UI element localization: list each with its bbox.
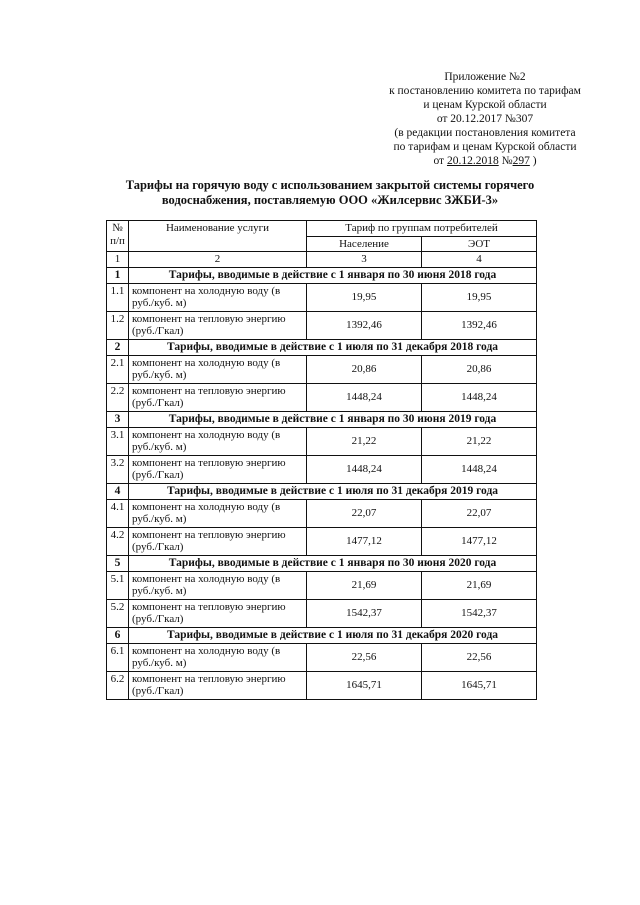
period-number: 5 (107, 555, 129, 571)
table-row (107, 455, 537, 483)
item-name: компонент на холодную воду (в руб./куб. м) (129, 643, 307, 671)
item-number: 6.2 (107, 671, 129, 699)
period-row (107, 339, 537, 355)
period-title: Тарифы, вводимые в действие с 1 июля по 31 декабря 2019 года (129, 483, 537, 499)
period-title: Тарифы, вводимые в действие с 1 июля по 31 декабря 2018 года (129, 339, 537, 355)
eot-tariff: 1448,24 (422, 455, 537, 483)
document-title (90, 178, 570, 208)
closing-paren: ) (529, 155, 537, 167)
population-tariff: 1448,24 (307, 455, 422, 483)
table-row (107, 311, 537, 339)
column-header-service: Наименование услуги (129, 221, 307, 252)
table-row (107, 499, 537, 527)
table-row (107, 671, 537, 699)
column-number: 2 (129, 252, 307, 268)
eot-tariff: 1448,24 (422, 383, 537, 411)
period-row (107, 411, 537, 427)
eot-tariff: 1542,37 (422, 599, 537, 627)
item-name: компонент на тепловую энергию (руб./Гкал) (129, 311, 307, 339)
eot-tariff: 20,86 (422, 355, 537, 383)
period-title: Тарифы, вводимые в действие с 1 января по 30 июня 2020 года (129, 555, 537, 571)
item-number: 2.2 (107, 383, 129, 411)
column-numbering-row (107, 252, 537, 268)
population-tariff: 1448,24 (307, 383, 422, 411)
eot-tariff: 22,56 (422, 643, 537, 671)
table-row (107, 643, 537, 671)
column-header-population: Население (307, 236, 422, 252)
table-row (107, 283, 537, 311)
appendix-label: Приложение №2 (444, 71, 526, 83)
eot-tariff: 19,95 (422, 283, 537, 311)
item-number: 6.1 (107, 643, 129, 671)
table-row (107, 527, 537, 555)
item-number: 5.1 (107, 571, 129, 599)
population-tariff: 1392,46 (307, 311, 422, 339)
item-name: компонент на холодную воду (в руб./куб. м) (129, 571, 307, 599)
item-number: 3.1 (107, 427, 129, 455)
population-tariff: 22,56 (307, 643, 422, 671)
item-name: компонент на холодную воду (в руб./куб. м) (129, 427, 307, 455)
item-name: компонент на холодную воду (в руб./куб. м) (129, 283, 307, 311)
period-title: Тарифы, вводимые в действие с 1 января по 30 июня 2018 года (129, 267, 537, 283)
item-number: 5.2 (107, 599, 129, 627)
population-tariff: 21,22 (307, 427, 422, 455)
column-number: 1 (107, 252, 129, 268)
population-tariff: 22,07 (307, 499, 422, 527)
item-name: компонент на тепловую энергию (руб./Гкал) (129, 527, 307, 555)
eot-tariff: 21,69 (422, 571, 537, 599)
table-row (107, 571, 537, 599)
item-number: 4.1 (107, 499, 129, 527)
period-number: 2 (107, 339, 129, 355)
item-number: 3.2 (107, 455, 129, 483)
item-name: компонент на тепловую энергию (руб./Гкал) (129, 599, 307, 627)
table-row (107, 355, 537, 383)
eot-tariff: 1645,71 (422, 671, 537, 699)
item-name: компонент на холодную воду (в руб./куб. м) (129, 355, 307, 383)
tariffs-table (106, 220, 537, 700)
appendix-header (360, 70, 610, 168)
eot-tariff: 22,07 (422, 499, 537, 527)
resolution-ref-line: к постановлению комитета по тарифам (389, 85, 581, 97)
eot-tariff: 21,22 (422, 427, 537, 455)
column-number: 3 (307, 252, 422, 268)
column-number: 4 (422, 252, 537, 268)
item-name: компонент на тепловую энергию (руб./Гкал) (129, 455, 307, 483)
period-number: 4 (107, 483, 129, 499)
eot-tariff: 1477,12 (422, 527, 537, 555)
column-header-number: № п/п (107, 221, 129, 252)
number-prefix: № (498, 155, 513, 167)
amendment-number: 297 (512, 155, 530, 167)
title-line: Тарифы на горячую воду с использованием закрытой системы горячего (125, 178, 535, 192)
resolution-date-line: от 20.12.2017 №307 (436, 113, 534, 125)
period-row (107, 555, 537, 571)
item-name: компонент на тепловую энергию (руб./Гкал) (129, 671, 307, 699)
item-number: 1.1 (107, 283, 129, 311)
column-header-tariff-groups: Тариф по группам потребителей (307, 221, 537, 237)
column-header-eot: ЭОТ (422, 236, 537, 252)
population-tariff: 20,86 (307, 355, 422, 383)
period-number: 6 (107, 627, 129, 643)
amendment-date: 20.12.2018 (446, 155, 499, 167)
item-number: 2.1 (107, 355, 129, 383)
date-prefix: от (433, 155, 447, 167)
population-tariff: 1477,12 (307, 527, 422, 555)
amendment-line: (в редакции постановления комитета (394, 127, 576, 139)
population-tariff: 1645,71 (307, 671, 422, 699)
amendment-line: по тарифам и ценам Курской области (393, 141, 577, 153)
title-line: водоснабжения, поставляемую ООО «Жилсервис ЗЖБИ-3» (161, 193, 499, 207)
period-title: Тарифы, вводимые в действие с 1 июля по 31 декабря 2020 года (129, 627, 537, 643)
table-row (107, 427, 537, 455)
resolution-ref-line: и ценам Курской области (423, 99, 547, 111)
item-number: 1.2 (107, 311, 129, 339)
period-number: 1 (107, 267, 129, 283)
item-name: компонент на тепловую энергию (руб./Гкал) (129, 383, 307, 411)
table-row (107, 599, 537, 627)
period-number: 3 (107, 411, 129, 427)
population-tariff: 19,95 (307, 283, 422, 311)
population-tariff: 1542,37 (307, 599, 422, 627)
period-row (107, 627, 537, 643)
amendment-date-line (360, 154, 610, 168)
eot-tariff: 1392,46 (422, 311, 537, 339)
population-tariff: 21,69 (307, 571, 422, 599)
item-number: 4.2 (107, 527, 129, 555)
period-title: Тарифы, вводимые в действие с 1 января по 30 июня 2019 года (129, 411, 537, 427)
item-name: компонент на холодную воду (в руб./куб. м) (129, 499, 307, 527)
table-row (107, 383, 537, 411)
period-row (107, 267, 537, 283)
period-row (107, 483, 537, 499)
